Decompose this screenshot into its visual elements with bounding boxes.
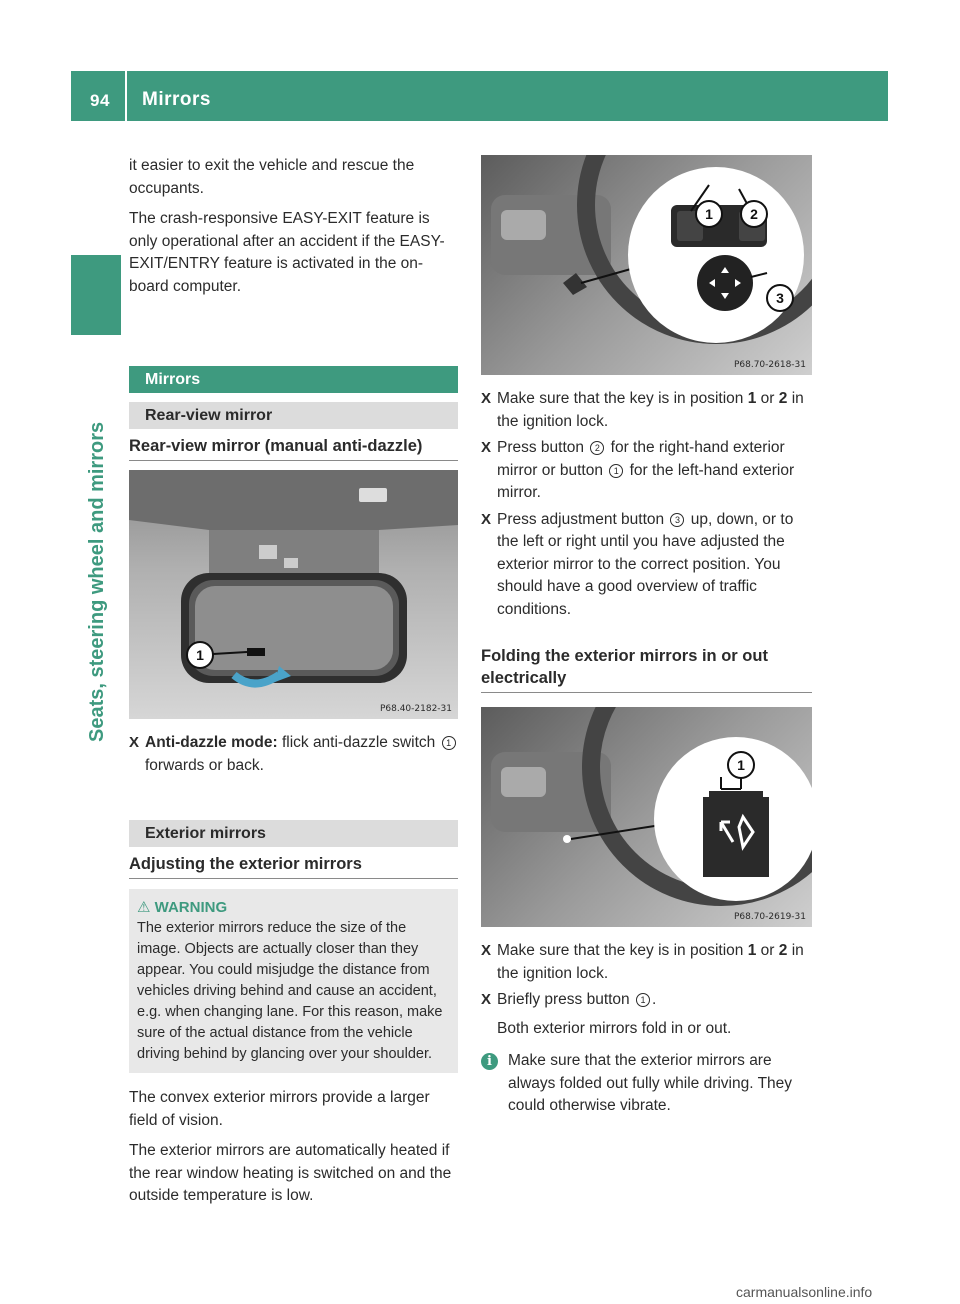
step-press-button xyxy=(481,437,812,505)
convex-paragraph: The convex exterior mirrors provide a larger field of vision. xyxy=(129,1089,430,1129)
key-position-1: 1 xyxy=(747,390,757,407)
heading-folding: Folding the exterior mirrors in or out electrically xyxy=(481,645,812,693)
step-text: for the right-hand exterior mirror or button xyxy=(497,439,785,479)
info-icon: i xyxy=(481,1053,498,1070)
heading-adjusting: Adjusting the exterior mirrors xyxy=(129,853,458,879)
callout-1: 1 xyxy=(695,200,723,228)
step-text: Briefly press button xyxy=(497,991,630,1008)
step-text: forwards or back. xyxy=(145,756,264,774)
mirror-fold-figure xyxy=(481,707,812,927)
warning-text: The exterior mirrors reduce the size of the image. Objects are actually closer than they appear. You could misjudge the distance from vehicles driving behind and cause an accident, e.g. when changing lane. For this reason, make sure of the actual distance from the vehicle driving behind by glancing over your shoulder. xyxy=(137,920,443,1062)
page-number: 94 xyxy=(90,91,110,110)
step-text: Press button xyxy=(497,439,585,456)
warning-triangle-icon: ⚠ xyxy=(137,899,151,916)
step-result: Both exterior mirrors fold in or out. xyxy=(497,1019,732,1037)
ref-number: 2 xyxy=(590,441,604,455)
heading-manual-anti-dazzle: Rear-view mirror (manual anti-dazzle) xyxy=(129,435,458,461)
step-marker: X xyxy=(129,734,140,751)
key-position-1: 1 xyxy=(747,942,757,959)
left-column xyxy=(129,155,458,1216)
intro-paragraph-1: it easier to exit the vehicle and rescue the occupants. xyxy=(129,157,415,197)
info-text: Make sure that the exterior mirrors are always folded out fully while driving. They could otherwise vibrate. xyxy=(508,1052,793,1114)
section-heading-mirrors: Mirrors xyxy=(129,366,458,393)
ref-number: 3 xyxy=(670,513,684,527)
right-column xyxy=(481,155,812,1118)
step-text: . xyxy=(652,991,657,1008)
info-note xyxy=(481,1050,812,1118)
step-text: Make sure that the key is in position xyxy=(497,390,744,407)
step-text: Press adjustment button xyxy=(497,510,665,528)
step-marker: X xyxy=(481,991,492,1008)
step-marker: X xyxy=(481,439,492,456)
door-panel-illustration xyxy=(481,707,812,927)
rearview-mirror-illustration xyxy=(129,470,458,719)
chapter-side-tab: Seats, steering wheel and mirrors xyxy=(86,421,108,742)
step-key-position xyxy=(481,940,812,985)
subsection-rearview-mirror: Rear-view mirror xyxy=(129,402,458,429)
step-marker: X xyxy=(481,942,492,959)
step-marker: X xyxy=(481,390,492,407)
side-color-block xyxy=(71,255,121,335)
warning-box xyxy=(129,889,458,1073)
step-briefly-press xyxy=(481,989,812,1040)
step-text: in the ignition lock. xyxy=(497,390,804,430)
step-bold-label: Anti-dazzle mode: xyxy=(145,734,278,751)
step-text: flick anti-dazzle switch xyxy=(281,734,436,751)
warning-title: WARNING xyxy=(154,899,228,916)
page-title: Mirrors xyxy=(142,89,211,110)
key-position-2: 2 xyxy=(778,942,788,959)
step-adjust xyxy=(481,509,812,622)
step-text: up, down, or to the left or right until you have adjusted the exterior mirror to the correct position. You should have a good overview of traffic conditions. xyxy=(497,510,794,618)
step-text: or xyxy=(760,942,775,959)
ref-number: 1 xyxy=(636,993,650,1007)
header-separator xyxy=(125,71,127,121)
step-text: for the left-hand exterior mirror. xyxy=(497,461,795,501)
step-anti-dazzle xyxy=(129,732,458,777)
intro-paragraph-2: The crash-responsive EASY-EXIT feature is only operational after an accident if the EASY-EXIT/ENTRY feature is activated in the on-board computer. xyxy=(129,210,445,295)
figure-code: P68.70-2618-31 xyxy=(733,360,806,370)
key-position-2: 2 xyxy=(778,390,788,407)
heated-paragraph: The exterior mirrors are automatically heated if the rear window heating is switched on and the outside temperature is low. xyxy=(129,1142,452,1204)
subsection-exterior-mirrors: Exterior mirrors xyxy=(129,820,458,847)
mirror-adjust-figure xyxy=(481,155,812,375)
step-text: in the ignition lock. xyxy=(497,942,804,982)
callout-3: 3 xyxy=(766,284,794,312)
figure-code: P68.70-2619-31 xyxy=(733,912,806,922)
ref-number: 1 xyxy=(442,736,456,750)
step-text: or xyxy=(760,390,775,407)
door-panel-illustration xyxy=(481,155,812,375)
warning-heading xyxy=(137,897,450,918)
step-key-position xyxy=(481,388,812,433)
watermark: carmanualsonline.info xyxy=(736,1284,873,1300)
rearview-mirror-figure xyxy=(129,470,458,719)
step-marker: X xyxy=(481,510,492,528)
callout-1: 1 xyxy=(186,641,214,669)
ref-number: 1 xyxy=(609,464,623,478)
figure-code: P68.40-2182-31 xyxy=(379,704,452,714)
callout-2: 2 xyxy=(740,200,768,228)
step-text: Make sure that the key is in position xyxy=(497,942,744,959)
callout-1: 1 xyxy=(727,751,755,779)
